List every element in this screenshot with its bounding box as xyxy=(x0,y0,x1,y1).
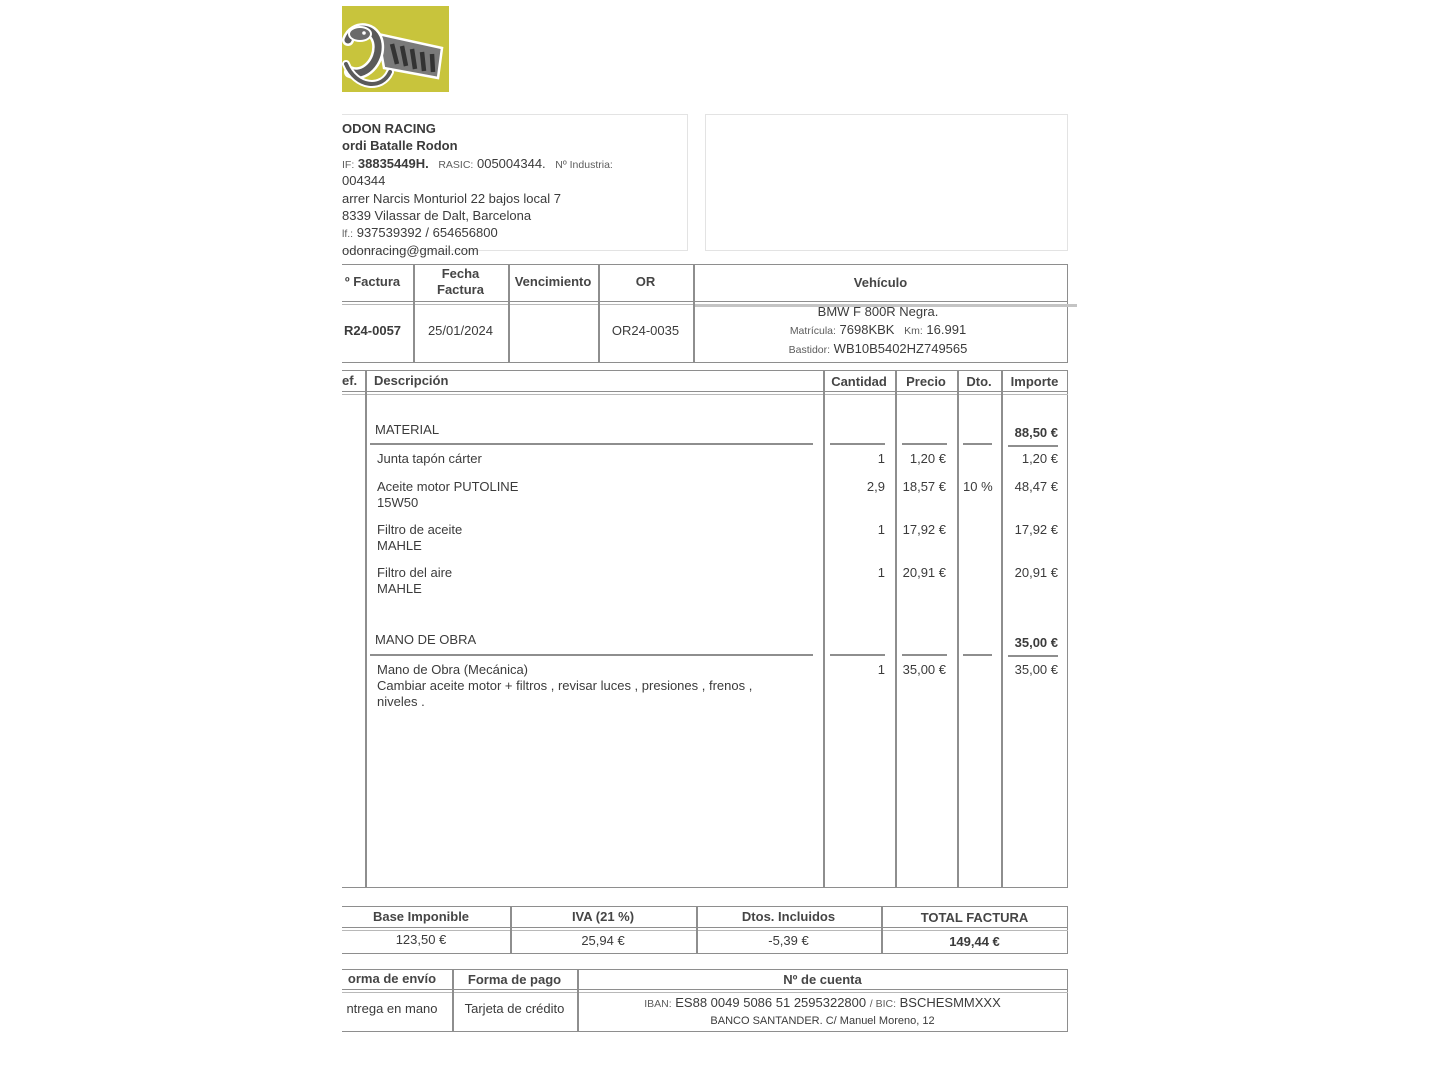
vat-value: 25,94 € xyxy=(581,932,625,948)
item-quantity: 1 xyxy=(877,522,885,537)
company-email: odonracing@gmail.com xyxy=(342,242,479,258)
column-divider xyxy=(957,370,959,888)
table-row xyxy=(342,451,1072,471)
item-description-line: Mano de Obra (Mecánica) xyxy=(377,662,529,677)
company-logo xyxy=(342,6,449,92)
item-description xyxy=(377,565,452,597)
iban-line xyxy=(644,994,1001,1013)
company-phone-line xyxy=(342,224,613,241)
section-title: MANO DE OBRA xyxy=(375,632,477,647)
item-description-line: 15W50 xyxy=(377,495,419,510)
account-details xyxy=(577,993,1068,1030)
vin-value: WB10B5402HZ749565 xyxy=(833,341,968,357)
discounts-value: -5,39 € xyxy=(768,933,809,948)
item-quantity: 1 xyxy=(877,565,885,580)
table-row xyxy=(342,522,1072,553)
item-description xyxy=(377,662,752,710)
item-price: 18,57 € xyxy=(902,479,946,494)
company-address: arrer Narcis Monturiol 22 bajos local 7 xyxy=(342,190,561,206)
section-row xyxy=(342,422,1072,442)
due-date-header: Vencimiento xyxy=(514,274,592,289)
payment-method-value: Tarjeta de crédito xyxy=(464,1001,565,1016)
invoice-total-header: TOTAL FACTURA xyxy=(920,909,1029,925)
section-underline xyxy=(830,654,885,656)
taxable-base-value: 123,50 € xyxy=(395,932,447,947)
vin-label: Bastidor: xyxy=(788,344,831,357)
vat-header: IVA (21 %) xyxy=(571,909,635,924)
item-amount: 1,20 € xyxy=(1021,451,1058,466)
table-row xyxy=(342,662,1072,709)
table-row xyxy=(342,565,1072,596)
vehicle-plate-line xyxy=(790,321,966,341)
order-number: OR24-0035 xyxy=(611,323,680,338)
vehicle-details xyxy=(693,302,1063,361)
phone-value: 937539392 / 654656800 xyxy=(356,225,498,241)
vehicle-vin-line xyxy=(789,340,968,360)
price-header: Precio xyxy=(906,374,946,389)
section-underline xyxy=(963,654,992,656)
item-amount: 48,47 € xyxy=(1014,479,1058,494)
invoice-date-header-line: Fecha xyxy=(441,266,480,281)
item-price: 1,20 € xyxy=(909,451,946,466)
description-header: Descripción xyxy=(374,373,449,388)
quantity-header: Cantidad xyxy=(831,374,887,389)
item-description-line: MAHLE xyxy=(377,581,422,596)
section-underline xyxy=(370,443,813,445)
section-subtotal: 35,00 € xyxy=(1014,635,1058,650)
company-registration-line xyxy=(342,155,613,172)
item-discount: 10 % xyxy=(963,479,993,494)
rasic-label: RASIC: xyxy=(438,158,474,171)
column-divider xyxy=(895,370,897,888)
phone-label: lf.: xyxy=(342,228,354,241)
item-amount: 35,00 € xyxy=(1014,662,1058,677)
item-description xyxy=(377,451,482,467)
item-description-line: niveles . xyxy=(377,694,425,709)
plate-label: Matrícula: xyxy=(789,324,836,337)
company-city: 8339 Vilassar de Dalt, Barcelona xyxy=(342,207,532,223)
vehicle-header: Vehículo xyxy=(853,275,908,290)
section-title: MATERIAL xyxy=(375,422,440,437)
account-number-header: Nº de cuenta xyxy=(783,972,862,987)
item-description xyxy=(377,522,462,554)
section-underline xyxy=(902,443,947,445)
item-amount: 17,92 € xyxy=(1014,522,1058,537)
iban-label: IBAN: xyxy=(644,997,672,1010)
taxable-base-header: Base Imponible xyxy=(372,908,470,924)
bank-name: BANCO SANTANDER. xyxy=(710,1014,823,1027)
item-amount: 20,91 € xyxy=(1014,565,1058,580)
invoice-date-header-line: Factura xyxy=(437,282,484,297)
invoice-total-value: 149,44 € xyxy=(949,933,1000,949)
nif-value: 38835449H. xyxy=(357,155,429,171)
km-value: 16.991 xyxy=(926,321,967,337)
company-owner: ordi Batalle Rodon xyxy=(342,138,458,154)
item-description xyxy=(377,479,518,511)
payment-method-header: Forma de pago xyxy=(467,971,562,987)
industria-label: Nº Industria: xyxy=(555,158,613,171)
item-quantity: 1 xyxy=(877,451,885,466)
industria-value: 004344 xyxy=(342,173,386,189)
item-quantity: 2,9 xyxy=(866,479,885,494)
company-name: ODON RACING xyxy=(342,121,436,136)
company-info xyxy=(342,120,613,259)
ref-header: ef. xyxy=(342,373,358,388)
section-underline xyxy=(370,654,813,656)
invoice-number-header: º Factura xyxy=(344,274,401,289)
table-row xyxy=(342,479,1072,510)
line-items-table xyxy=(342,370,1068,888)
section-underline xyxy=(963,443,992,445)
column-divider xyxy=(365,370,367,888)
bic-label: / BIC: xyxy=(869,997,897,1010)
invoice-number: R24-0057 xyxy=(343,323,402,338)
section-underline xyxy=(830,443,885,445)
item-price: 20,91 € xyxy=(902,565,946,580)
km-label: Km: xyxy=(904,324,923,337)
discount-header: Dto. xyxy=(966,374,992,389)
bank-address: C/ Manuel Moreno, 12 xyxy=(825,1014,935,1027)
bic-value: BSCHESMMXXX xyxy=(899,994,1001,1010)
item-quantity: 1 xyxy=(877,662,885,677)
item-description-line: MAHLE xyxy=(377,538,422,553)
invoice-date: 25/01/2024 xyxy=(427,323,494,338)
item-description-line: Filtro de aceite xyxy=(377,522,463,537)
nif-label: IF: xyxy=(342,158,355,171)
shipping-method-value: ntrega en mano xyxy=(346,1001,438,1016)
invoice-document xyxy=(342,0,1082,1080)
client-info-box xyxy=(705,114,1068,251)
vehicle-model: BMW F 800R Negra. xyxy=(817,304,939,320)
section-underline xyxy=(1008,445,1058,447)
item-description-line: Filtro del aire xyxy=(377,565,453,580)
order-header: OR xyxy=(635,274,656,289)
shipping-method-header: orma de envío xyxy=(347,971,437,986)
item-description-line: Aceite motor PUTOLINE xyxy=(377,479,519,494)
section-subtotal: 88,50 € xyxy=(1014,425,1058,440)
invoice-date-header xyxy=(413,264,508,300)
racing-logo-icon xyxy=(342,6,449,92)
rasic-value: 005004344. xyxy=(476,155,546,171)
item-price: 35,00 € xyxy=(902,662,946,677)
bank-line xyxy=(710,1013,934,1030)
item-description-line: Junta tapón cárter xyxy=(377,451,482,466)
section-row xyxy=(342,632,1072,652)
amount-header: Importe xyxy=(1010,374,1059,389)
iban-value: ES88 0049 5086 51 2595322800 xyxy=(675,994,867,1010)
column-divider xyxy=(1001,370,1003,888)
section-underline xyxy=(902,654,947,656)
plate-value: 7698KBK xyxy=(839,321,895,337)
item-description-line: Cambiar aceite motor + filtros , revisar luces , presiones , frenos , xyxy=(377,678,753,693)
section-underline xyxy=(1008,655,1058,657)
item-price: 17,92 € xyxy=(902,522,946,537)
discounts-header: Dtos. Incluidos xyxy=(741,909,836,924)
column-divider xyxy=(823,370,825,888)
